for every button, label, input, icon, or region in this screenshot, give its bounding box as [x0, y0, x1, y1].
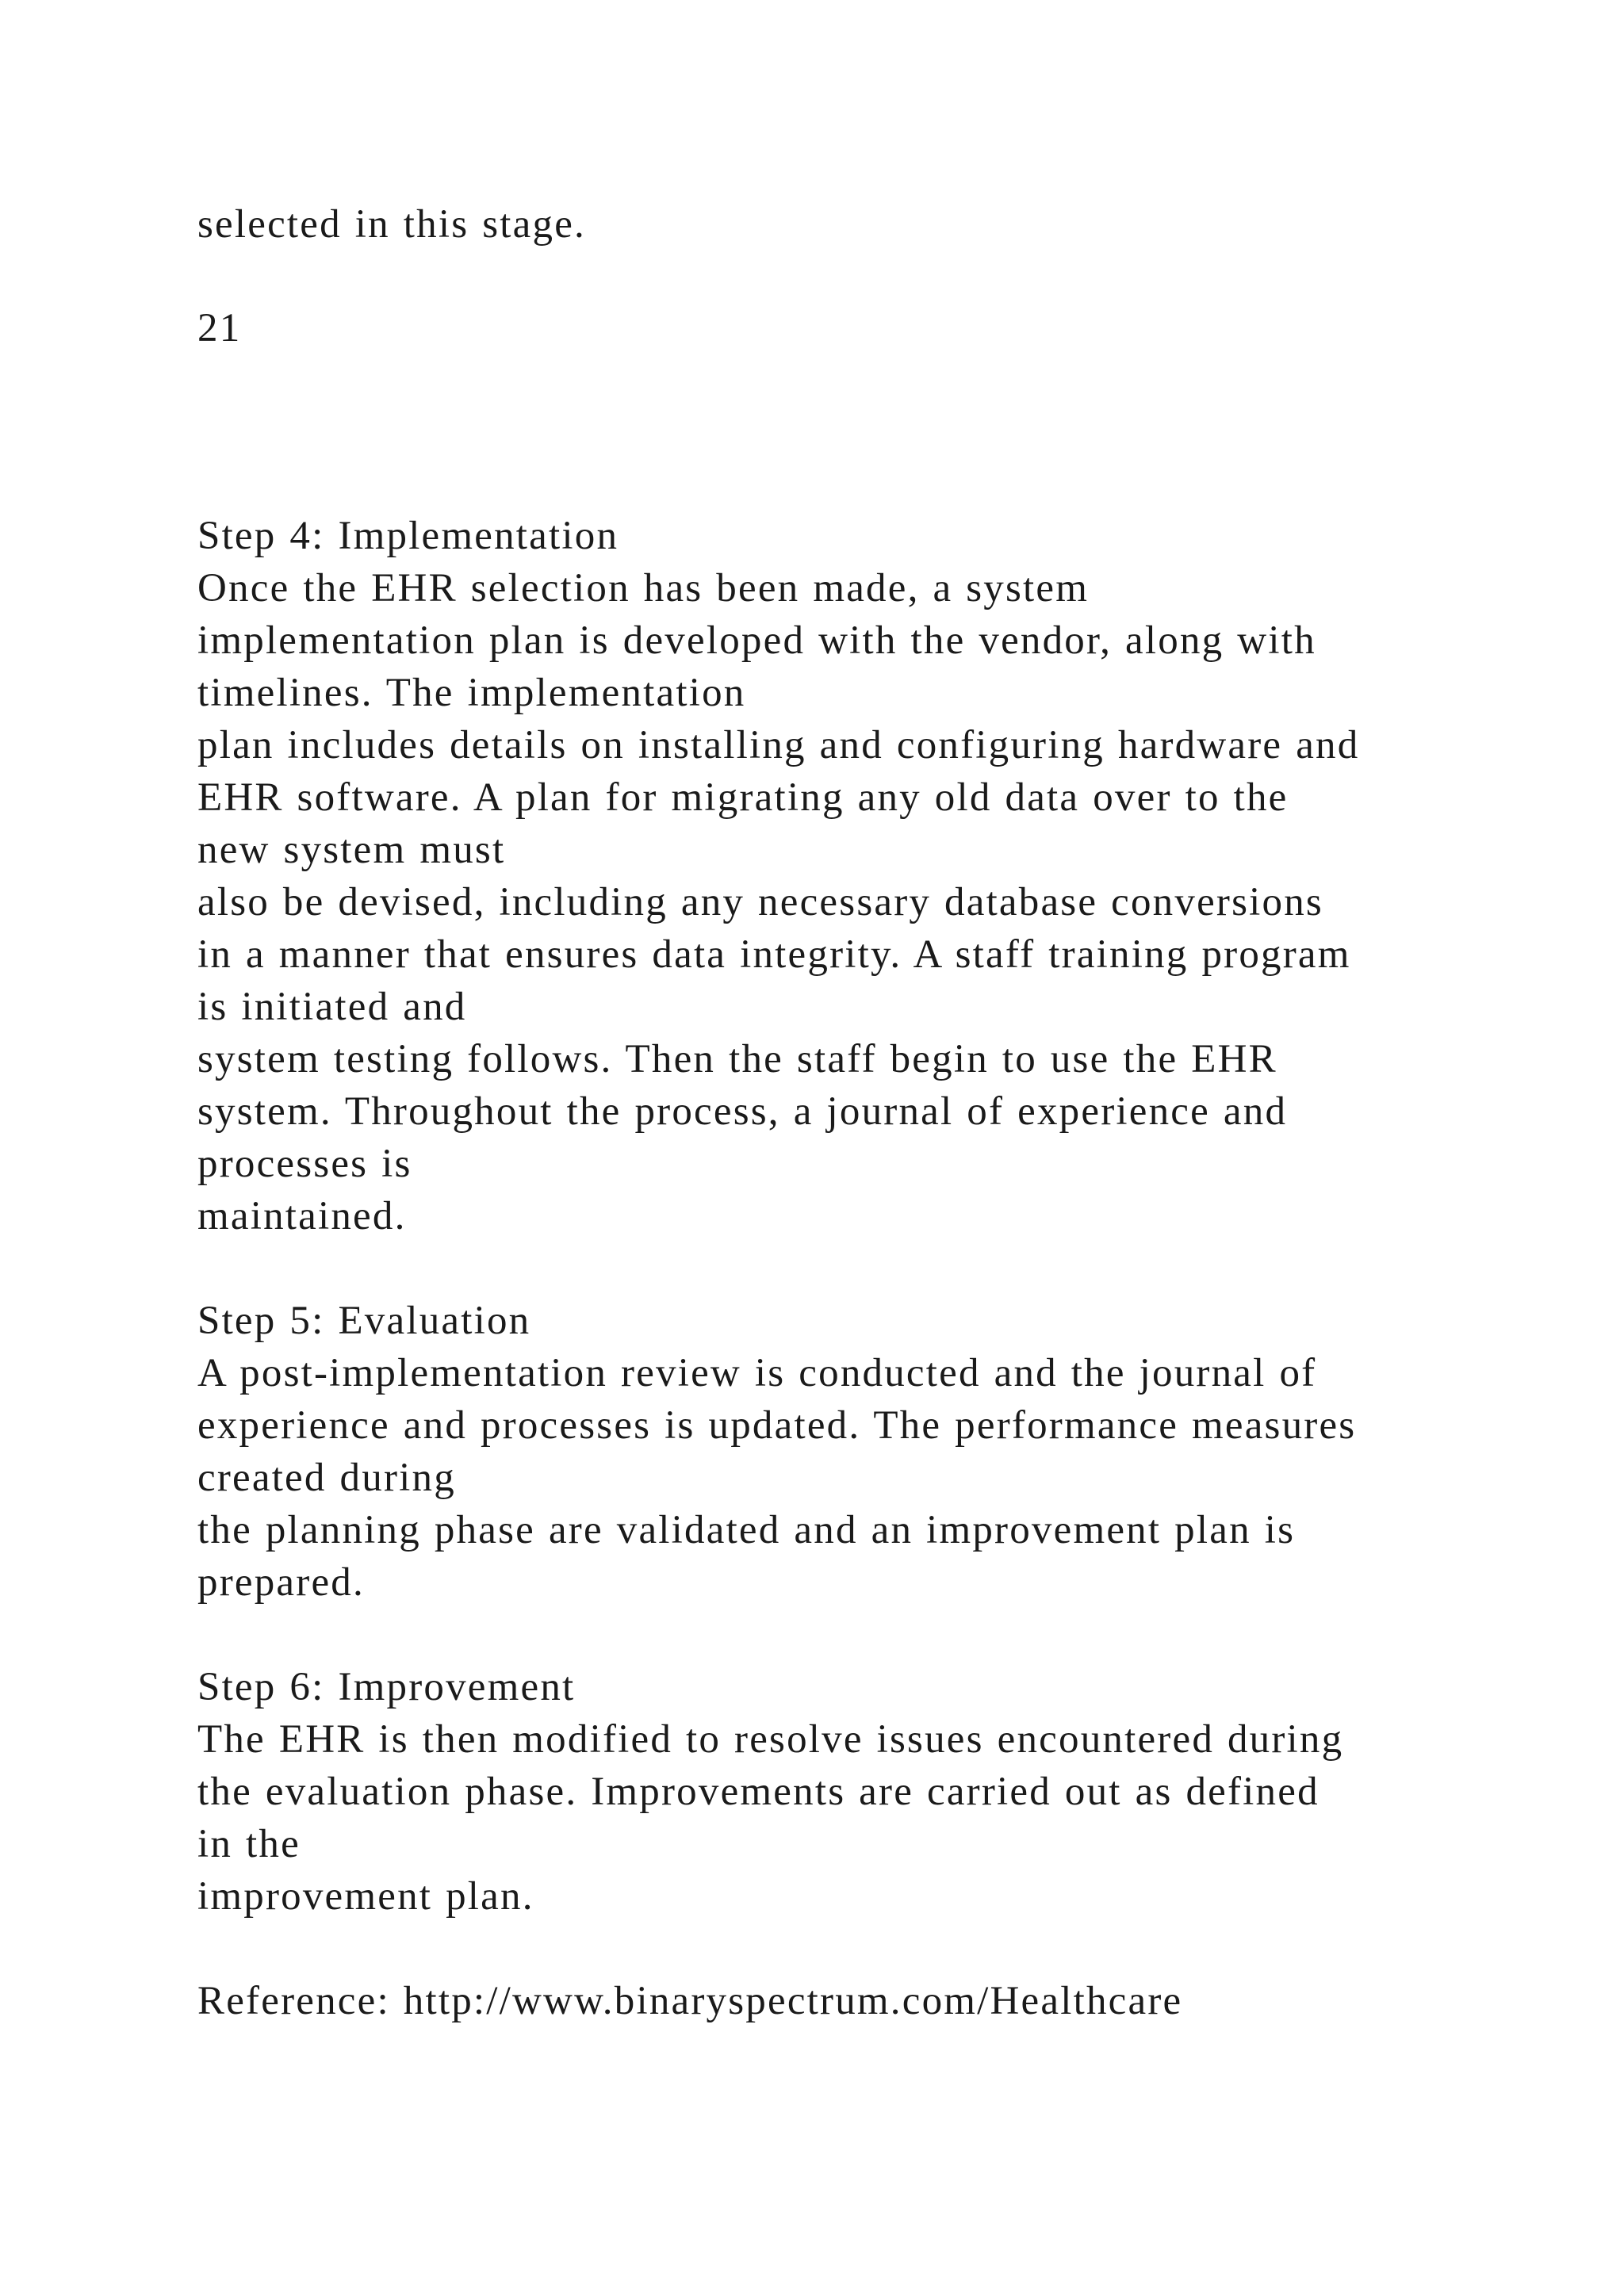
step6-line: in the: [197, 1822, 301, 1866]
step5-line: experience and processes is updated. The performance measures: [197, 1403, 1357, 1448]
step5-heading: Step 5: Evaluation: [197, 1299, 531, 1343]
step4-heading: Step 4: Implementation: [197, 514, 619, 558]
step5-line: prepared.: [197, 1560, 365, 1605]
step6-line: improvement plan.: [197, 1874, 534, 1919]
reference-line: Reference: http://www.binaryspectrum.com/Healthcare: [197, 1979, 1183, 2023]
step5-line: A post-implementation review is conducted and the journal of: [197, 1351, 1317, 1395]
step4-line: implementation plan is developed with the vendor, along with: [197, 618, 1316, 663]
step4-line: EHR software. A plan for migrating any old data over to the: [197, 775, 1289, 820]
step6-heading: Step 6: Improvement: [197, 1665, 576, 1709]
step4-line: also be devised, including any necessary database conversions: [197, 880, 1323, 924]
step6-line: the evaluation phase. Improvements are carried out as defined: [197, 1770, 1320, 1814]
step5-line: the planning phase are validated and an improvement plan is: [197, 1508, 1296, 1552]
step4-line: system. Throughout the process, a journal of experience and: [197, 1089, 1288, 1134]
step5-line: created during: [197, 1456, 456, 1500]
step4-line: maintained.: [197, 1194, 407, 1238]
intro-line: selected in this stage.: [197, 202, 586, 247]
step6-line: The EHR is then modified to resolve issues encountered during: [197, 1717, 1344, 1762]
step4-line: timelines. The implementation: [197, 671, 746, 715]
step4-line: Once the EHR selection has been made, a system: [197, 566, 1090, 610]
step4-line: new system must: [197, 828, 506, 872]
step4-line: system testing follows. Then the staff begin to use the EHR: [197, 1037, 1277, 1081]
step4-line: is initiated and: [197, 985, 467, 1029]
page-number: 21: [197, 306, 242, 350]
step4-line: plan includes details on installing and configuring hardware and: [197, 723, 1360, 767]
step4-line: processes is: [197, 1142, 412, 1186]
step4-line: in a manner that ensures data integrity. A staff training program: [197, 932, 1351, 977]
